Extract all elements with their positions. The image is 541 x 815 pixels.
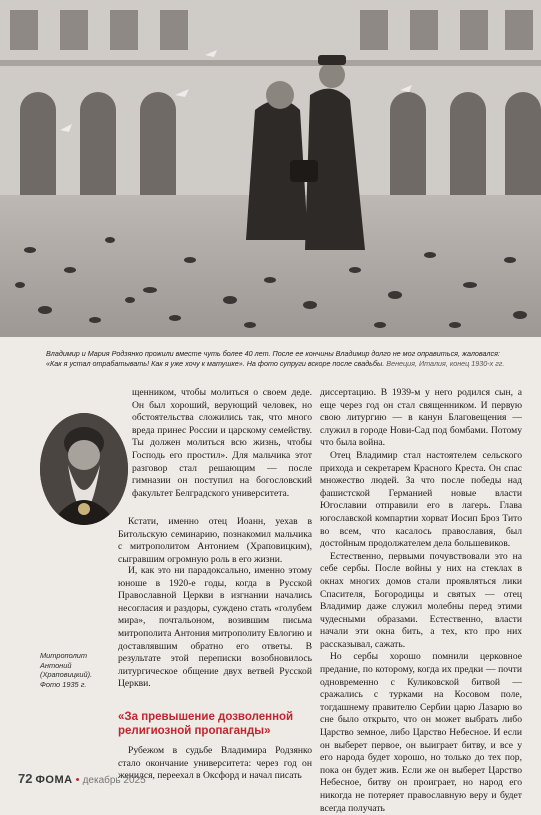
photo-caption-meta: Венеция, Италия, конец 1930-х гг. (386, 359, 505, 368)
article-column-right (320, 387, 522, 815)
paragraph: Естественно, первыми почувствовали это на себе сербы. После войны у них на стеклах в окнах многих домов стали проявляться лики Спасителя, Богородицы и святых — отец Владимир даже служил молебны перед этими чудесными образами. Естественно, власти начали эти окна бить, а тех, кто про них рассказывал, сажать. (320, 550, 522, 650)
portrait-caption-line: Фото 1935 г. (40, 679, 87, 689)
footer-separator: • (75, 774, 80, 786)
paragraph: Но сербы хорошо помнили церковное предание, по которому, когда их предки — почти одновременно с Куликовской битвой — сражались с турками на Косовом поле, тогдашнему правителю Сербии царю Лазарю во сне было открыто, что он может выбрать либо Царство земное, либо Царство Небесное. И если он выберет первое, он выиграет битву, и все у его народа будет хорошо, но только до тех пор, пока он будет жив. Если же он выберет Царство Небесное, битву он проиграет, но народ его никогда не потеряет православную веру и будет всегда получать (320, 651, 522, 814)
article-bottom-left (118, 745, 312, 783)
venice-photo-illustration (0, 0, 541, 337)
portrait-caption (40, 651, 120, 689)
photo-caption-main: Владимир и Мария Родзянко прожили вместе чуть более 40 лет. После ее кончины Владимир долго не мог оправиться, жаловался: «Как я устал отрабатывать! Как я уже хочу к матушке». На фото супруги вскоре после свадьбы. (46, 349, 500, 368)
article-column-left-3 (118, 565, 312, 691)
paragraph: щенником, чтобы молиться о своем деде. Он был хороший, верующий человек, но обстоятельства сложились так, что много вреда принес России и царскому семейству. Ты должен молиться всю жизнь, чтобы Господь его простил». Для мальчика этот разговор стал решающим — после гимназии он поступил на богословский факультет Белградского университета. (132, 387, 312, 499)
paragraph: диссертацию. В 1939-м у него родился сын, а еще через год он стал священником. И первую свою литургию — в канун Благовещения — служил в городе Нови-Сад под бомбами. Потому что была война. (320, 387, 522, 449)
metropolitan-portrait-illustration (40, 413, 128, 525)
issue-date: декабрь 2025 (82, 775, 146, 786)
paragraph: Рубежом в судьбе Владимира Родзянко стало окончание университета: через год он женился, переехал в Оксфорд и начал писать (118, 745, 312, 782)
portrait-photo (40, 413, 128, 525)
paragraph: И, как это ни парадоксально, именно этому юноше в 1920-е годы, когда в Русской Православной Церкви в изгнании начались несогласия и раздоры, суждено стать «голубем мира», почтальоном, возившим письма митрополита Антония митрополиту Евлогию и доставлявшим обратно его ответы. В результате этой переписки возобновилось литургическое общение двух ветвей Русской Церкви. (118, 565, 312, 690)
paragraph: Кстати, именно отец Иоанн, уехав в Битольскую семинарию, познакомил мальчика с митрополитом Антонием (Храповицким), сыгравшим огромную роль в его жизни. (118, 516, 312, 565)
page-footer (18, 771, 146, 786)
photo-caption (46, 349, 516, 369)
article-column-left-2 (118, 516, 312, 566)
hero-photo (0, 0, 541, 337)
magazine-name: ФОМА (35, 774, 73, 786)
portrait-caption-line: Митрополит (40, 651, 88, 660)
portrait-caption-line: (Храповицкий). (40, 670, 93, 679)
portrait-caption-line: Антоний (40, 660, 72, 670)
paragraph: Отец Владимир стал настоятелем сельского прихода и секретарем Красного Креста. Он спас множество людей. За что после победы над фашистской Германией новые власти Югославии отправили его в лагерь. Глава югославской компартии хорват Иосип Броз Тито во всем, что касалось православия, был достойным продолжателем дела большевиков. (320, 449, 522, 550)
section-subheading: «За превышение дозволенной религиозной пропаганды» (118, 711, 294, 737)
page-number: 72 (18, 771, 33, 786)
article-column-left (132, 387, 312, 500)
